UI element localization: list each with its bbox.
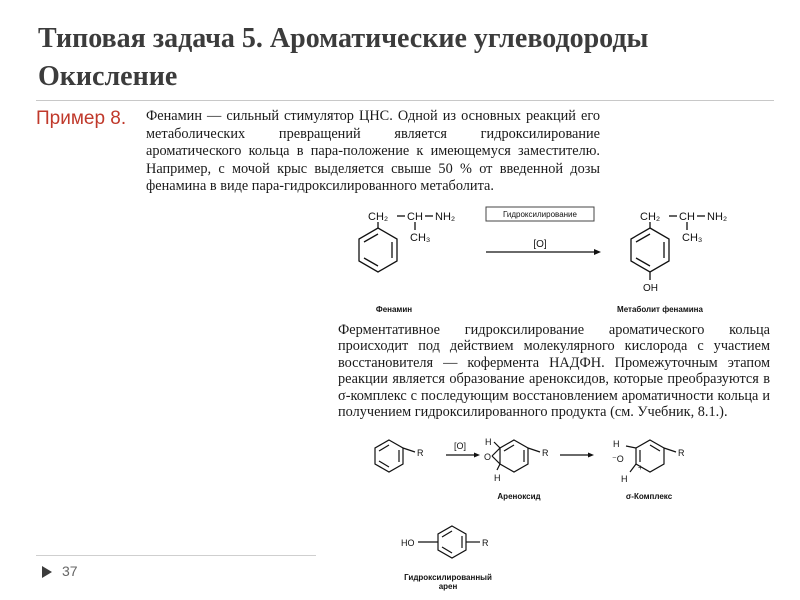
metabolite-ch2: CH₂: [640, 211, 661, 223]
arene-oxide-r: R: [542, 448, 549, 458]
footer-divider: [36, 555, 316, 556]
phenamine-structure: [359, 216, 433, 272]
sigma-complex-r: R: [678, 448, 685, 458]
arene-oxide-label: Ареноксид: [497, 492, 541, 501]
phenamine-ch: CH: [407, 211, 423, 223]
metabolite-ch: CH: [679, 211, 695, 223]
metabolite-oh: OH: [643, 283, 658, 294]
arrow-to-sigma-complex: [560, 453, 594, 458]
arene-r: R: [417, 448, 424, 458]
sigma-complex-structure: [626, 440, 676, 472]
sigma-complex-plus: +: [638, 463, 643, 472]
page-number: 37: [62, 563, 78, 579]
arrow-to-arene-oxide: [446, 453, 480, 458]
arene-oxide-h2: H: [494, 473, 501, 483]
sigma-complex-label: σ-Комплекс: [625, 492, 673, 501]
arene-oxide-structure: [492, 440, 540, 472]
paragraph-phenamine: Фенамин — сильный стимулятор ЦНС. Одной из основных реакций его метаболических превращений является гидроксилирование ароматического кольца в пара-положение к имеющемуся заместителю. Например, с мочой крыс выделяется свыше 50 % от введенной дозы фенамина в виде пара-гидроксилированного метаболита.: [146, 108, 600, 195]
phenamine-ch2: CH₂: [368, 211, 389, 223]
hydroxylated-arene-structure: [418, 526, 480, 558]
arene-oxide-o: O: [484, 452, 492, 462]
metabolite-structure: [631, 216, 705, 280]
slide-title: Типовая задача 5. Ароматические углеводороды Окисление: [38, 23, 649, 92]
paragraph-hydroxylation: Ферментативное гидроксилирование ароматического кольца происходит под действием молекулярного кислорода с участием восстановителя — кофермента НАДФН. Промежуточным этапом реакции является образование ареноксидов, которые преобразуются в σ-комплекс с последующим восстановлением ароматичности кольца и получением гидроксилированного продукта (см. Учебник, 8.1.).: [338, 322, 770, 421]
arene-oxide-h1: H: [485, 437, 492, 447]
example-label: Пример 8.: [36, 108, 127, 129]
metabolite-label: Метаболит фенамина: [617, 305, 703, 314]
phenamine-ch3: CH₃: [410, 232, 431, 244]
phenamine-nh2: NH₂: [435, 211, 456, 223]
sigma-complex-h2: H: [621, 474, 628, 484]
hydroxylation-box-label: Гидроксилирование: [503, 210, 577, 219]
arene-structure: [375, 440, 415, 472]
hydroxylated-r: R: [482, 538, 489, 548]
play-arrow-icon: [40, 565, 54, 579]
hydroxylated-arene-label: Гидроксилированный арен: [404, 573, 492, 591]
sigma-complex-o-minus: ⁻O: [612, 454, 624, 464]
hydroxylated-ho: HO: [401, 538, 415, 548]
sigma-complex-h1: H: [613, 439, 620, 449]
phenamine-label: Фенамин: [375, 305, 413, 314]
metabolite-ch3: CH₃: [682, 232, 703, 244]
metabolite-nh2: NH₂: [707, 211, 728, 223]
oxidant-label-2: [O]: [453, 441, 467, 451]
oxidant-label-1: [O]: [533, 239, 547, 250]
